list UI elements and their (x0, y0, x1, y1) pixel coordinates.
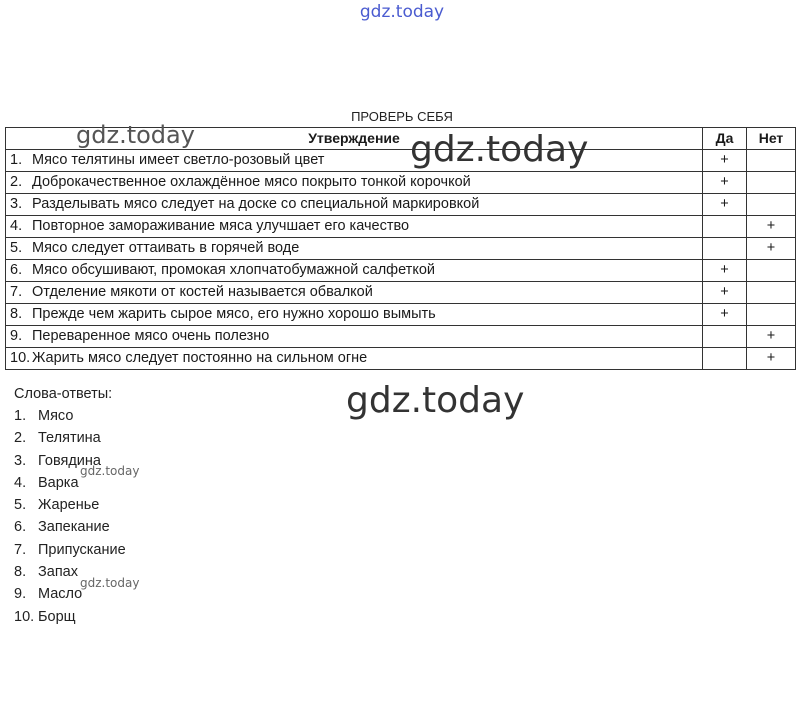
list-item (14, 427, 126, 449)
statement-number: 4. (10, 218, 23, 234)
no-mark: + (747, 238, 796, 260)
watermark: gdz.today (76, 121, 195, 149)
table-row (6, 238, 796, 260)
answer-text: Варка (38, 474, 79, 491)
answer-text: Жаренье (38, 497, 100, 514)
statement-text: Доброкачественное охлаждённое мясо покрыто тонкой корочкой (32, 174, 471, 190)
yes-mark (703, 216, 747, 238)
statement-number: 7. (10, 284, 23, 300)
statement-cell (6, 238, 703, 260)
answer-text: Мясо (38, 408, 74, 424)
statement-number: 3. (10, 196, 23, 212)
statement-number: 2. (10, 174, 23, 190)
statement-text: Переваренное мясо очень полезно (32, 328, 270, 344)
list-item (14, 561, 126, 583)
answer-list (14, 405, 126, 628)
yes-mark (703, 238, 747, 260)
answer-text: Припускание (38, 541, 126, 558)
statement-number: 10. (10, 350, 31, 366)
answer-number: 5. (14, 497, 27, 514)
header-no: Нет (747, 128, 796, 150)
statement-cell (6, 282, 703, 304)
table-row (6, 216, 796, 238)
statement-text: Прежде чем жарить сырое мясо, его нужно хорошо вымыть (32, 306, 436, 322)
answer-number: 9. (14, 586, 27, 603)
answer-number: 1. (14, 408, 27, 424)
watermark-top: gdz.today (359, 2, 445, 22)
answers-heading: Слова-ответы: (14, 386, 113, 402)
statement-cell (6, 304, 703, 326)
statement-text: Отделение мякоти от костей называется обвалкой (32, 284, 373, 300)
statement-text: Повторное замораживание мяса улучшает его качество (32, 218, 410, 234)
answer-number: 4. (14, 474, 27, 491)
statement-number: 5. (10, 240, 23, 256)
answer-number: 2. (14, 430, 27, 447)
statement-cell (6, 326, 703, 348)
yes-mark (703, 348, 747, 370)
statement-text: Разделывать мясо следует на доске со специальной маркировкой (32, 196, 480, 212)
yes-mark: + (703, 150, 747, 172)
answer-text: Запекание (38, 519, 110, 536)
answer-text: Говядина (38, 452, 101, 469)
yes-mark: + (703, 304, 747, 326)
no-mark: + (747, 326, 796, 348)
no-mark (747, 150, 796, 172)
table-row (6, 282, 796, 304)
table-row (6, 260, 796, 282)
yes-mark: + (703, 194, 747, 216)
header-yes: Да (703, 128, 747, 150)
watermark: gdz.today (80, 464, 140, 478)
statement-cell (6, 260, 703, 282)
statement-text: Жарить мясо следует постоянно на сильном огне (32, 350, 368, 366)
statement-number: 6. (10, 262, 23, 278)
statement-text: Мясо обсушивают, промокая хлопчатобумажной салфеткой (32, 262, 435, 278)
watermark: gdz.today (346, 380, 525, 421)
no-mark: + (747, 348, 796, 370)
statement-number: 8. (10, 306, 23, 322)
statements-table (5, 127, 796, 370)
statement-cell (6, 150, 703, 172)
no-mark (747, 282, 796, 304)
answer-number: 10. (14, 608, 35, 625)
answer-text: Телятина (38, 430, 101, 447)
table-row (6, 150, 796, 172)
answer-number: 3. (14, 452, 27, 469)
yes-mark: + (703, 282, 747, 304)
answer-words (14, 383, 126, 628)
watermark: gdz.today (80, 576, 140, 590)
watermark: gdz.today (410, 129, 589, 170)
table-row (6, 194, 796, 216)
no-mark (747, 260, 796, 282)
list-item (14, 539, 126, 561)
page-title: ПРОВЕРЬ СЕБЯ (351, 109, 453, 124)
table-row (6, 172, 796, 194)
list-item (14, 606, 126, 628)
table-row (6, 326, 796, 348)
list-item (14, 583, 126, 605)
list-item (14, 516, 126, 538)
statement-cell (6, 348, 703, 370)
statement-cell (6, 216, 703, 238)
answer-text: Борщ (38, 608, 76, 625)
no-mark (747, 194, 796, 216)
answer-number: 7. (14, 541, 27, 558)
header-statement: Утверждение (6, 128, 703, 150)
statement-text: Мясо телятины имеет светло-розовый цвет (32, 152, 325, 168)
no-mark: + (747, 216, 796, 238)
statement-cell (6, 172, 703, 194)
list-item (14, 450, 126, 472)
answer-text: Запах (38, 564, 78, 581)
answer-number: 8. (14, 564, 27, 581)
statement-number: 9. (10, 328, 23, 344)
answer-number: 6. (14, 519, 27, 536)
statement-number: 1. (10, 152, 23, 168)
list-item (14, 472, 126, 494)
no-mark (747, 304, 796, 326)
yes-mark (703, 326, 747, 348)
yes-mark: + (703, 172, 747, 194)
table-header-row (6, 128, 796, 150)
list-item (14, 405, 126, 427)
table-row (6, 348, 796, 370)
statement-text: Мясо следует оттаивать в горячей воде (32, 240, 300, 256)
list-item (14, 494, 126, 516)
statement-cell (6, 194, 703, 216)
answer-text: Масло (38, 586, 83, 603)
yes-mark: + (703, 260, 747, 282)
no-mark (747, 172, 796, 194)
table-row (6, 304, 796, 326)
